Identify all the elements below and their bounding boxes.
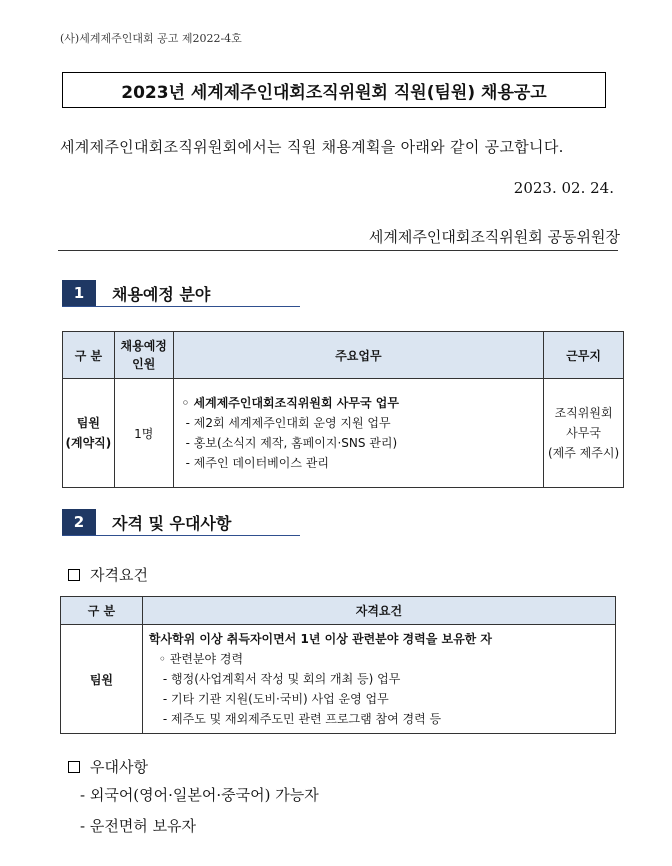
table-row bbox=[61, 625, 616, 734]
duty-item: - 홍보(소식지 제작, 홈페이지·SNS 관리) bbox=[185, 436, 398, 450]
table-header-row bbox=[63, 332, 624, 379]
section-2-heading bbox=[62, 508, 231, 536]
recruitment-table bbox=[62, 331, 624, 488]
preference-item: - 운전면허 보유자 bbox=[80, 817, 197, 835]
section-2-underline bbox=[62, 535, 300, 536]
page-title: 2023년 세계제주인대회조직위원회 직원(팀원) 채용공고 bbox=[62, 72, 606, 108]
cell-duties bbox=[173, 379, 543, 488]
cell-qualifications bbox=[142, 625, 615, 734]
preference-item: - 외국어(영어·일본어·중국어) 가능자 bbox=[80, 786, 319, 804]
qualification-item: - 행정(사업계획서 작성 및 회의 개최 등) 업무 bbox=[162, 672, 401, 686]
section-2-title: 자격 및 우대사항 bbox=[112, 513, 232, 533]
duty-item: - 제2회 세계제주인대회 운영 지원 업무 bbox=[185, 416, 391, 430]
section-2-number: 2 bbox=[62, 509, 96, 535]
qualifications-label: 자격요건 bbox=[68, 564, 148, 585]
section-1-underline bbox=[62, 306, 300, 307]
checkbox-square-icon bbox=[68, 761, 80, 773]
qualification-item: - 기타 기관 지원(도비·국비) 사업 운영 업무 bbox=[162, 692, 389, 706]
qualification-item: - 제주도 및 재외제주도민 관련 프로그램 참여 경력 등 bbox=[162, 712, 442, 726]
cell-category: 팀원 (계약직) bbox=[63, 379, 115, 488]
header-duties: 주요업무 bbox=[173, 332, 543, 379]
header-workplace: 근무지 bbox=[544, 332, 624, 379]
table-header-row bbox=[61, 597, 616, 625]
duty-item: - 제주인 데이터베이스 관리 bbox=[185, 456, 329, 470]
header-category: 구 분 bbox=[61, 597, 143, 625]
header-category: 구 분 bbox=[63, 332, 115, 379]
section-1-heading bbox=[62, 279, 210, 307]
preferences-label: 우대사항 bbox=[68, 756, 148, 777]
header-qualifications: 자격요건 bbox=[142, 597, 615, 625]
qualification-main: 학사학위 이상 취득자이면서 1년 이상 관련분야 경력을 보유한 자 bbox=[148, 632, 493, 646]
document-number: (사)세계제주인대회 공고 제2022-4호 bbox=[60, 32, 242, 45]
section-1-number: 1 bbox=[62, 280, 96, 306]
announcement-date: 2023. 02. 24. bbox=[513, 179, 614, 197]
duties-heading: ◦ 세계제주인대회조직위원회 사무국 업무 bbox=[181, 396, 399, 410]
intro-text: 세계제주인대회조직위원회에서는 직원 채용계획을 아래와 같이 공고합니다. bbox=[60, 138, 564, 156]
signer: 세계제주인대회조직위원회 공동위원장 bbox=[368, 228, 620, 246]
cell-count: 1명 bbox=[114, 379, 173, 488]
checkbox-square-icon bbox=[68, 569, 80, 581]
qualification-subheading: ◦ 관련분야 경력 bbox=[158, 652, 244, 666]
header-divider bbox=[58, 250, 618, 251]
table-row bbox=[63, 379, 624, 488]
cell-category: 팀원 bbox=[61, 625, 143, 734]
section-1-title: 채용예정 분야 bbox=[112, 284, 211, 304]
cell-workplace: 조직위원회 사무국 (제주 제주시) bbox=[544, 379, 624, 488]
qualifications-table bbox=[60, 596, 616, 734]
header-count: 채용예정 인원 bbox=[114, 332, 173, 379]
